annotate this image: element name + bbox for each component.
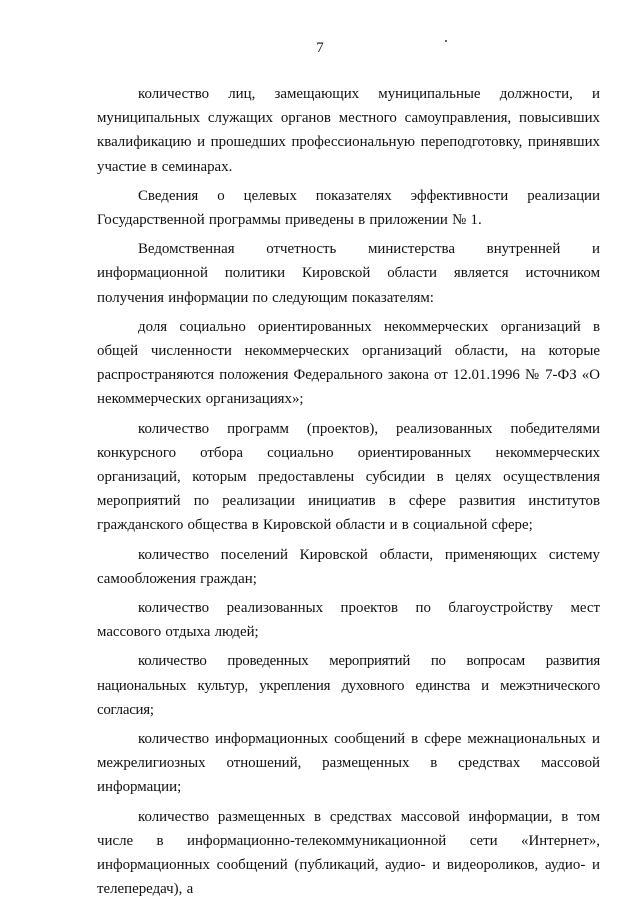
scan-speck: [445, 40, 447, 42]
paragraph-departmental-reporting: Ведомственная отчетность министерства внутренней и информационной политики Кировской области является источником получения информации по следующим показателям:: [97, 241, 600, 306]
paragraph-cultural-events: количество проведенных мероприятий по вопросам развития национальных культур, укрепления духовного единства и межэтнического согласия;: [97, 653, 600, 718]
paragraph-improvement-projects: количество реализованных проектов по благоустройству мест массового отдыха людей;: [97, 600, 600, 641]
document-body: [97, 82, 600, 907]
paragraph-media-publications: количество размещенных в средствах массовой информации, в том числе в информационно-телекоммуникационной сети «Интернет», информационных сообщений (публикаций, аудио- и видеороликов, аудио- и телепередач), а: [97, 808, 600, 898]
paragraph-officials-qualification: количество лиц, замещающих муниципальные должности, и муниципальных служащих органов местного самоуправления, повысивших квалификацию и прошедших профессиональную переподготовку, принявших участие в семинарах.: [97, 86, 600, 175]
paragraph-target-indicators: Сведения о целевых показателях эффективности реализации Государственной программы приведены в приложении № 1.: [97, 187, 600, 229]
paragraph-nko-share: доля социально ориентированных некоммерческих организаций в общей численности некоммерческих организаций области, на которые распространяются положения Федерального закона от 12.01.1996 № 7-ФЗ «О некоммерческих организациях»;: [97, 318, 600, 408]
paragraph-programs-count: количество программ (проектов), реализованных победителями конкурсного отбора социально ориентированных некоммерческих организаций, которым предоставлены субсидии в целях осуществления мероприятий по реализации инициатив в сфере развития институтов гражданского общества в Кировской области и в социальной сфере;: [97, 420, 600, 534]
paragraph-settlements-count: количество поселений Кировской области, применяющих систему самообложения граждан;: [97, 546, 600, 587]
page-number: 7: [316, 40, 324, 56]
paragraph-interethnic-messages: количество информационных сообщений в сфере межнациональных и межрелигиозных отношений, размещенных в средствах массовой информации;: [97, 731, 600, 796]
